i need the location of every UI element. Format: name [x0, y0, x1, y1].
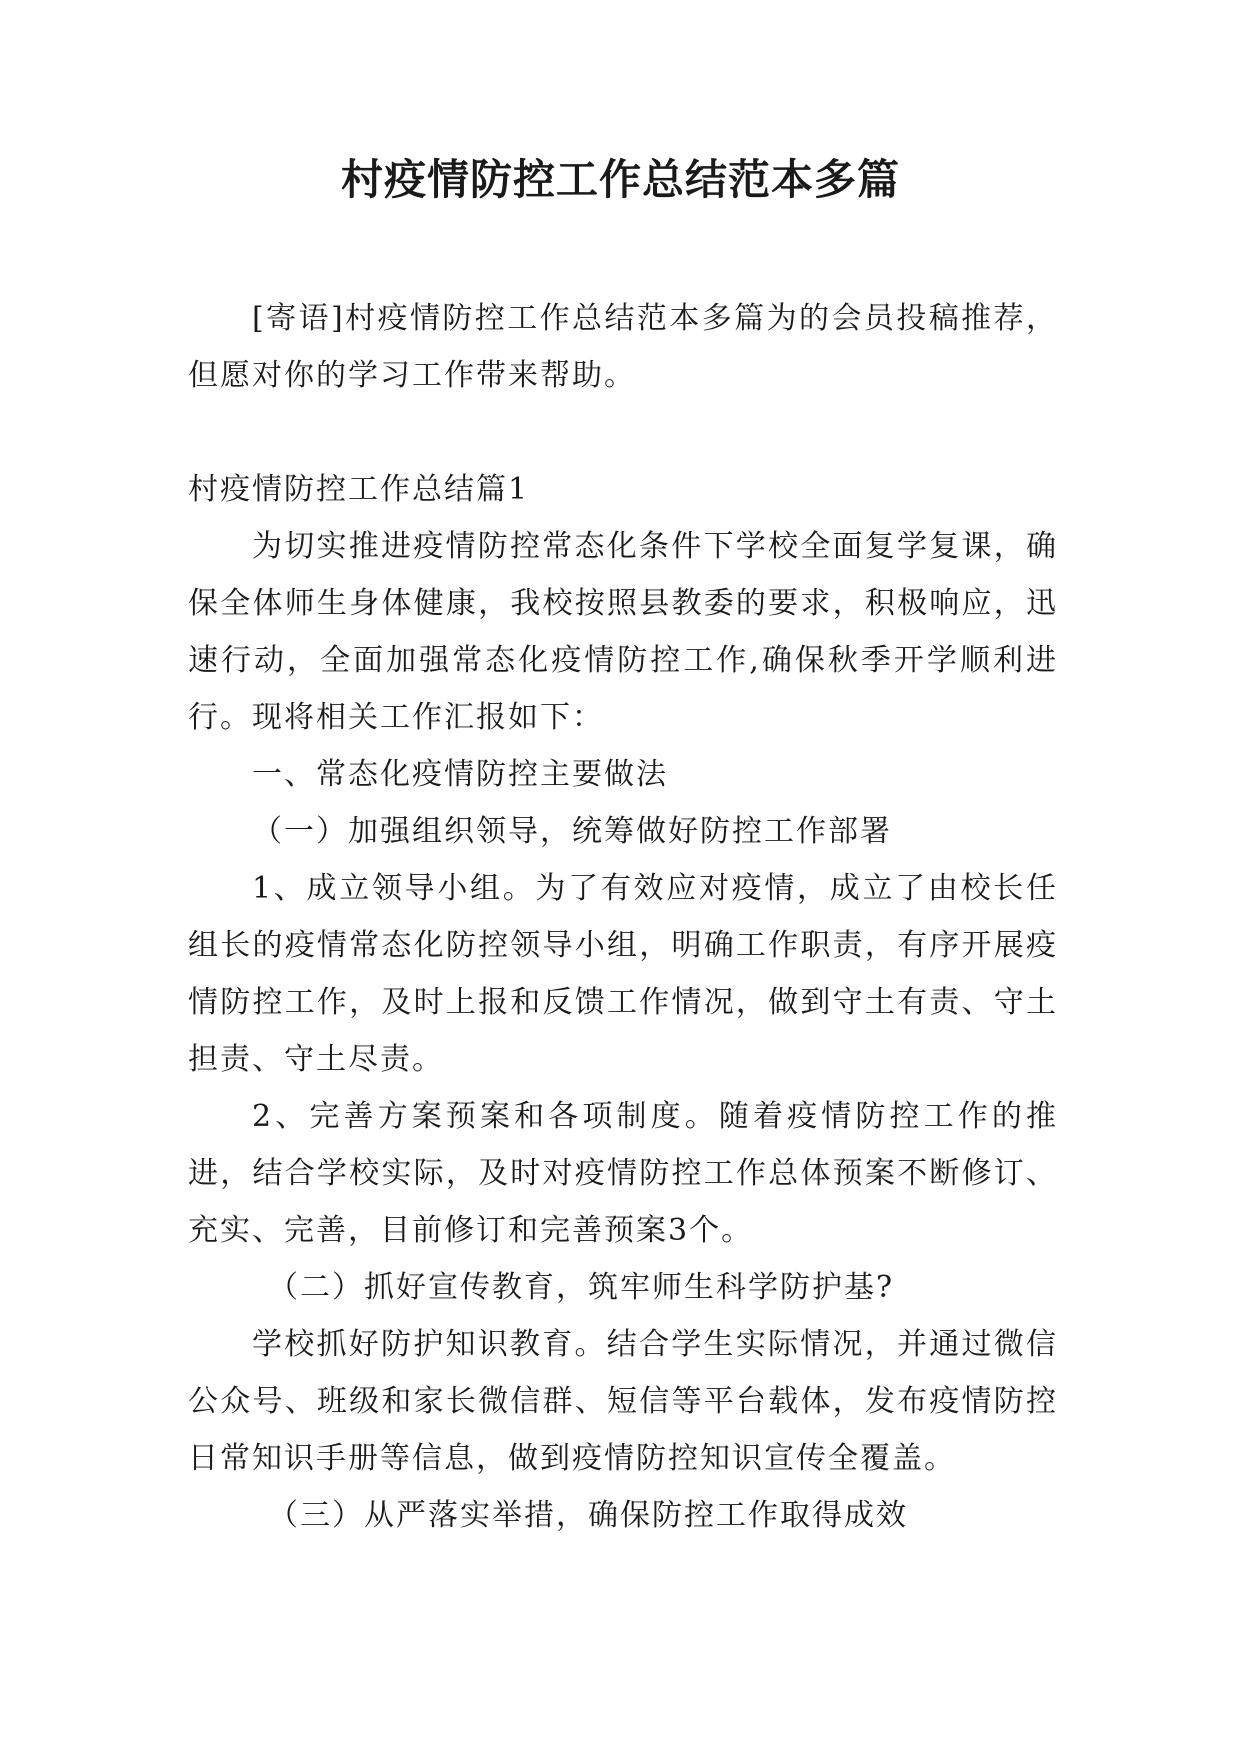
paragraph-1: 为切实推进疫情防控常态化条件下学校全面复学复课，确保全体师生身体健康，我校按照县教委的要求，积极响应，迅速行动，全面加强常态化疫情防控工作,确保秋季开学顺利进行。现将相关工作汇报如下： [188, 529, 1058, 735]
heading-level-2: （一）加强组织领导，统筹做好防控工作部署 [252, 814, 892, 849]
heading-level-1: 一、常态化疫情防控主要做法 [252, 757, 668, 792]
document-body [188, 290, 1058, 1544]
heading-level-2: （二）抓好宣传教育，筑牢师生科学防护基? [268, 1270, 895, 1305]
paragraph-2: 1、成立领导小组。为了有效应对疫情，成立了由校长任组长的疫情常态化防控领导小组，明确工作职责，有序开展疫情防控工作，及时上报和反馈工作情况，做到守土有责、守土担责、守土尽责。 [188, 871, 1058, 1077]
section-heading: 村疫情防控工作总结篇1 [188, 472, 530, 507]
paragraph-4: 学校抓好防护知识教育。结合学生实际情况，并通过微信公众号、班级和家长微信群、短信等平台载体，发布疫情防控日常知识手册等信息，做到疫情防控知识宣传全覆盖。 [188, 1327, 1058, 1476]
heading-level-2: （三）从严落实举措，确保防控工作取得成效 [268, 1498, 908, 1533]
paragraph-3: 2、完善方案预案和各项制度。随着疫情防控工作的推进，结合学校实际，及时对疫情防控工作总体预案不断修订、充实、完善，目前修订和完善预案3个。 [188, 1099, 1058, 1248]
document-title: 村疫情防控工作总结范本多篇 [340, 155, 900, 204]
intro-paragraph: [寄语]村疫情防控工作总结范本多篇为的会员投稿推荐，但愿对你的学习工作带来帮助。 [188, 301, 1058, 393]
